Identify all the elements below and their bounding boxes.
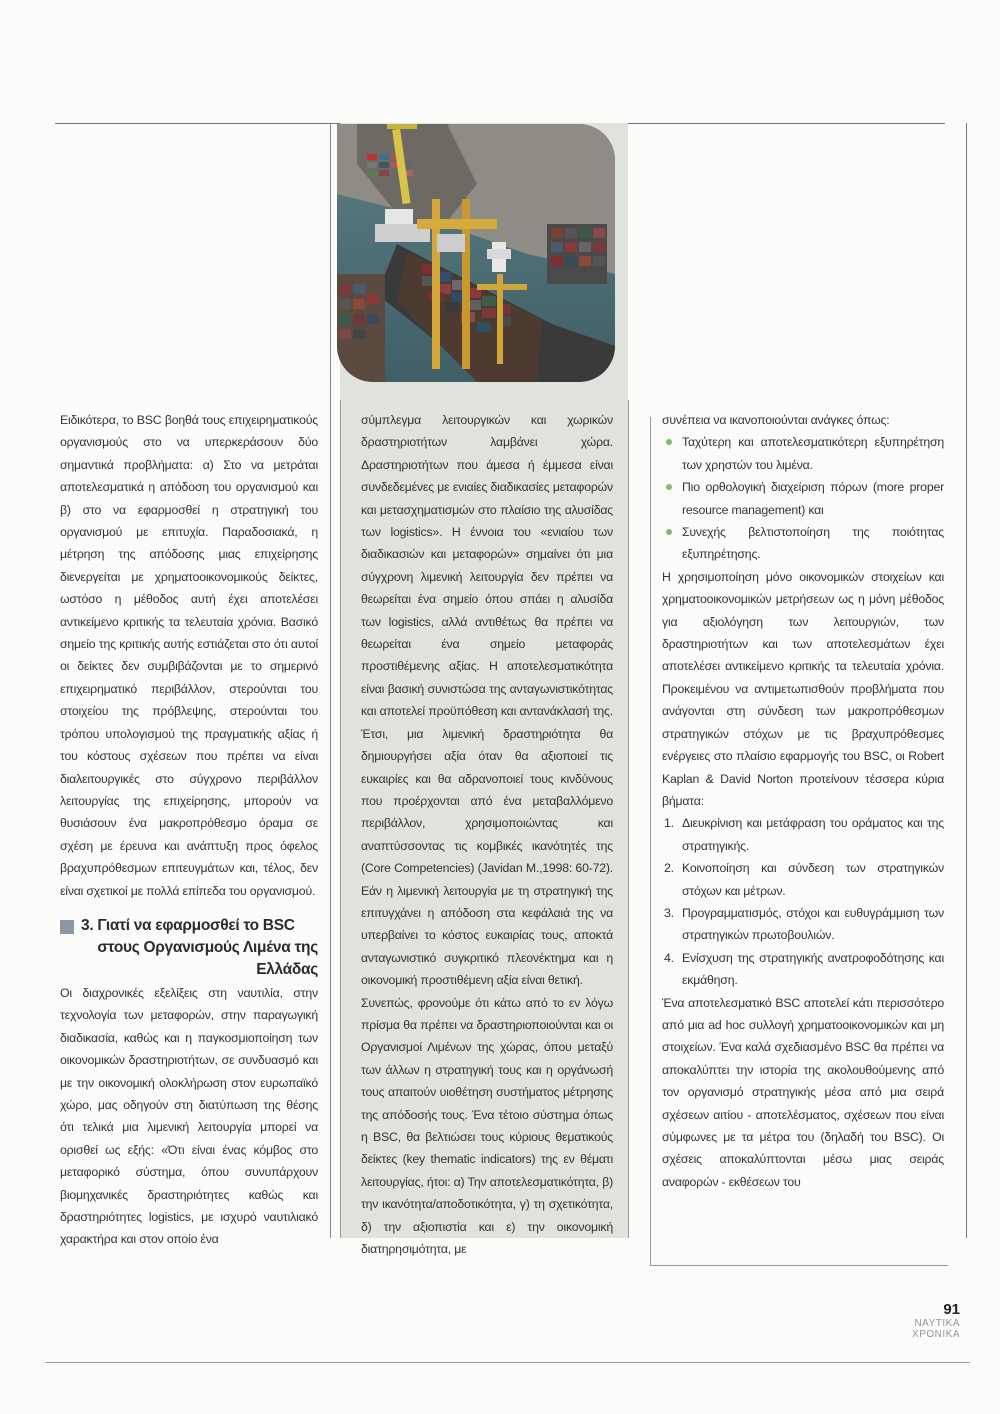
heading-line-2: στους Οργανισμούς Λιμένα της Ελλάδας — [97, 938, 318, 978]
step-text: Προγραμματισμός, στόχοι και ευθυγράμμιση των στρατηγικών πρωτοβουλιών. — [682, 905, 944, 943]
middle-column-border-right — [628, 400, 629, 1238]
list-item — [662, 812, 944, 857]
paragraph: Οι διαχρονικές εξελίξεις στη ναυτιλία, στην τεχνολογία των μεταφορών, στην παραγωγική διαδικασία, καθώς και η παγκοσμιοποίηση των οικονομικών δραστηριοτήτων, σε συνδυασμό και με την οικονομική ολοκλήρωση στον ευρωπαϊκό χώρο, μας οδηγούν στη διατύπωση της θέσης ότι τελικά μια λιμενική λειτουργία μπορεί να ορισθεί ως εξής: «Ότι είναι ένας κόμβος στο μεταφορικό σύστημα, όπου συνυπάρχουν βιομηχανικές δραστηριότητες καθώς και δραστηριότητες logistics, με ισχυρό ναυτιλιακό χαρακτήρα και στον οποίο ένα — [60, 985, 318, 1247]
paragraph: σύμπλεγμα λειτουργικών και χωρικών δραστηριοτήτων λαμβάνει χώρα. Δραστηριοτήτων που άμεσα ή έμμεσα είναι συνδεδεμένες με ενιαίες διαδικασίες μεταφορών και μετασχηματισμών στο πλαίσιο της αλυσίδας των logistics». Η έννοια του «ενιαίου των διαδικασιών και μεταφορών» σημαίνει ότι μια σύγχρονη λιμενική λειτουργία δεν πρέπει να θεωρείται ένα σημείο όπου σπάει η αλυσίδα των logistics, αλλά αντιθέτως θα πρέπει να θεωρείται ένα σημείο μεταφοράς προστιθέμενης αξίας. Η αποτελεσματικότητα είναι βασική συνιστώσα της ανταγωνιστικότητας και αποτελεί προϋπόθεση και αντανάκλασή της. Έτσι, μια λιμενική δραστηριότητα θα δημιουργήσει αξία όταν θα αξιοποιεί τις ευκαιρίες και θα αδρανοποιεί τους κινδύνους που προέρχονται από ένα μεταβαλλόμενο περιβάλλον, χρησιμοποιώντας και αναπτύσσοντας τις κομβικές ικανότητές της (Core Competencies) (Javidan M.,1998: 60-72). Εάν η λιμενική λειτουργία με τη στρατηγική της επιτυγχάνει η απόδοση στα κεφάλαιά της να υπερβαίνει το κόστος ευκαιρίας τους, αποκτά ανταγωνιστικό συγκριτικό πλεονέκτημα και η οικονομική προστιθέμενη αξία είναι θετική. — [361, 413, 613, 988]
paragraph: Η χρησιμοποίηση μόνο οικονομικών στοιχείων και χρηματοοικονομικών μετρήσεων ως η μόνη μέθοδος για αξιολόγηση των λειτουργιών, των δραστηριοτήτων και των αποτελεσμάτων έχει αποτελέσει αντικείμενο κριτικής τα τελευταία χρόνια. Προκειμένου να αντιμετωπισθούν προβλήματα που ανάγονται στη σύνδεση των μακροπρόθεσμων στρατηγικών στόχων με τις βραχυπρόθεσμες ενέργειες στο πλαίσιο εφαρμογής του BSC, οι Robert Kaplan & David Norton προτείνουν τέσσερα κύρια βήματα: — [662, 569, 944, 808]
column-right — [662, 409, 944, 1193]
bullet-dot-icon — [666, 529, 672, 535]
list-item — [662, 521, 944, 566]
list-item — [662, 857, 944, 902]
list-item-text: Συνεχής βελτιστοποίηση της ποιότητας εξυπηρέτησης. — [682, 525, 944, 562]
step-number: 1. — [664, 816, 674, 831]
right-divider — [966, 123, 967, 1238]
bullet-dot-icon — [666, 484, 672, 490]
step-text: Διευκρίνιση και μετάφραση του οράματος και της στρατηγικής. — [682, 816, 944, 853]
column-left — [60, 409, 318, 1251]
list-item-text: Ταχύτερη και αποτελεσματικότερη εξυπηρέτηση των χρηστών του λιμένα. — [682, 435, 944, 472]
bottom-rule — [45, 1362, 970, 1363]
magazine-name-line-2: ΧΡΟΝΙΚΑ — [912, 1329, 960, 1340]
paragraph: Ειδικότερα, το BSC βοηθά τους επιχειρηματικούς οργανισμούς στο να υπερκεράσουν δύο σημαντικά προβλήματα: α) Στο να μετράται αποτελεσματικά η απόδοση του οργανισμού και β) στο να εφαρμοσθεί η στρατηγική του οργανισμού με επιτυχία. Παραδοσιακά, η μέτρηση της απόδοσης μιας επιχείρησης διενεργείται με χρηματοοικονομικούς δείκτες, ωστόσο η μέθοδος αυτή έχει αποτελέσει αντικείμενο κριτικής τα τελευταία χρόνια. Βασικό σημείο της κριτικής αυτής εστιάζεται στο ότι αυτοί οι δείκτες δεν συμβιβάζονται με το σημερινό επιχειρηματικό περιβάλλον, στερούνται του στοιχείου της πρόβλεψης, στερούνται του τρόπου υπολογισμού της πραγματικής αξίας ή του κόστους σχέσεων που πρέπει να είναι διαλειτουργικές στο σύγχρονο περιβάλλον λειτουργίας της επιχείρησης, μπορούν να θυσιάσουν ένα μακροπρόθεσμο όραμα σε σχέση με έρευνα και ανάπτυξη προς όφελος βραχυπρόθεσμων επιτευγμάτων και, τέλος, δεν είναι σχετικοί με πολλά επίπεδα του οργανισμού. — [60, 413, 318, 898]
page-footer — [912, 1301, 960, 1340]
paragraph: Ένα αποτελεσματικό BSC αποτελεί κάτι περισσότερο από μια ad hoc συλλογή χρηματοοικονομικών και μη στοιχείων. Ένα καλά σχεδιασμένο BSC θα πρέπει να αποκαλύπτει την ιστορία της ακολουθούμενης από τον οργανισμό στρατηγικής μέσα από μια σειρά σχέσεων αιτίου - αποτελέσματος, σχέσεων που είναι σύμφωνες με τα μέτρα του (δηλαδή του BSC). Οι σχέσεις αποκαλύπτονται μέσω μιας σειράς αναφορών - εκθέσεων του — [662, 995, 944, 1189]
bullet-dot-icon — [666, 439, 672, 445]
steps-list — [662, 812, 944, 991]
step-number: 4. — [664, 950, 674, 965]
list-item — [662, 431, 944, 476]
left-divider — [330, 123, 331, 1238]
bullet-list — [662, 431, 944, 565]
step-number: 2. — [664, 861, 674, 876]
list-item-text: Πιο ορθολογική διαχείριση πόρων (more proper resource management) και — [682, 480, 944, 517]
page-number: 91 — [943, 1301, 960, 1318]
list-item — [662, 947, 944, 992]
list-item — [662, 476, 944, 521]
paragraph: συνέπεια να ικανοποιούνται ανάγκες όπως: — [662, 413, 890, 427]
list-item — [662, 902, 944, 947]
step-text: Κοινοποίηση και σύνδεση των στρατηγικών στόχων και μέτρων. — [682, 861, 944, 898]
step-number: 3. — [664, 905, 674, 920]
heading-text — [81, 915, 318, 981]
heading-line-1: 3. Γιατί να εφαρμοσθεί το BSC — [81, 916, 295, 934]
middle-column-border-left — [340, 400, 341, 1238]
port-container-photo — [337, 124, 615, 382]
column-middle — [361, 409, 613, 1260]
magazine-name-line-1: ΝΑΥΤΙΚΑ — [914, 1318, 960, 1329]
step-text: Ενίσχυση της στρατηγικής ανατροφοδότησης και εκμάθηση. — [682, 950, 944, 988]
section-heading — [60, 915, 318, 981]
heading-square-icon — [60, 920, 74, 934]
paragraph: Συνεπώς, φρονούμε ότι κάτω από το εν λόγω πρίσμα θα πρέπει να δραστηριοποιούνται και οι Οργανισμοί Λιμένων της χώρας, όπου μεταξύ των άλλων η στρατηγική τους και η οργάνωσή τους απαιτούν υιοθέτηση συστήματος μέτρησης της απόδοσής τους. Ένα τέτοιο σύστημα όπως η BSC, θα βελτιώσει τους κύριους θεματικούς δείκτες (key thematic indicators) της εν θέματι λειτουργίας, ήτοι: α) Την αποτελεσματικότητα, β) την ικανότητα/αποδοτικότητα, γ) τη σχετικότητα, δ) την αξιοπιστία και ε) την οικονομική διατηρησιμότητα, με — [361, 995, 613, 1257]
